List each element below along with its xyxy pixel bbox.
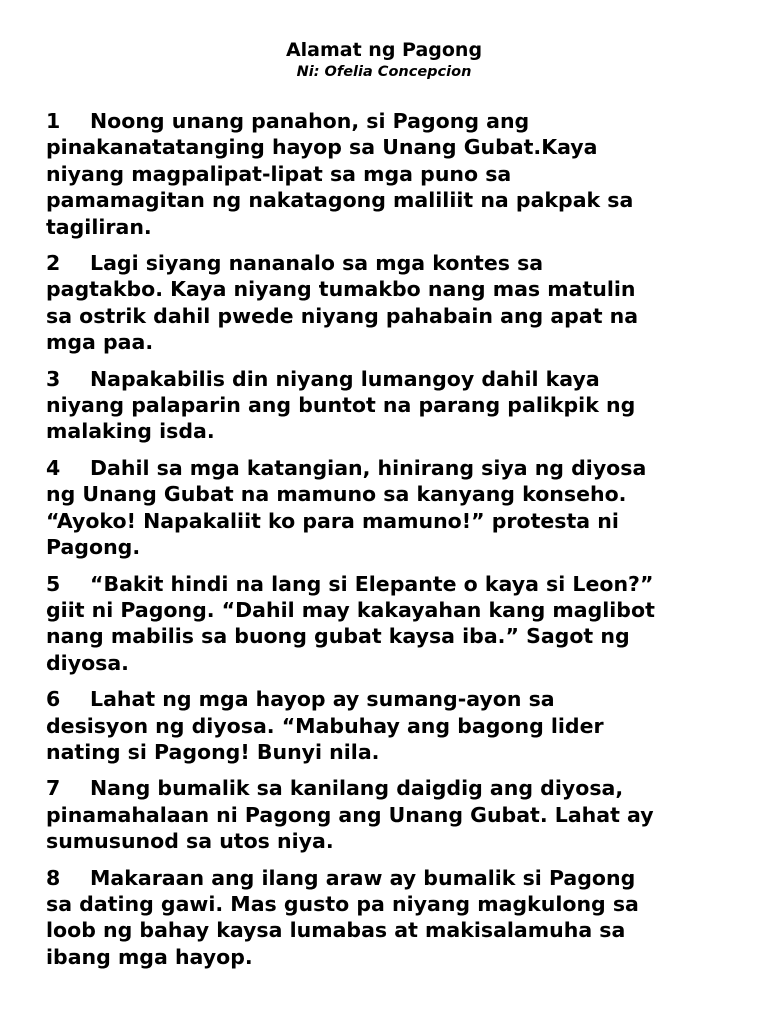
paragraph-2 bbox=[46, 250, 736, 356]
paragraph-line bbox=[46, 276, 736, 302]
paragraph-line-text: Napakabilis din niyang lumangoy dahil kaya bbox=[90, 366, 600, 391]
paragraph-5 bbox=[46, 571, 736, 677]
paragraph-line-text: tagiliran. bbox=[46, 214, 152, 239]
paragraph-3 bbox=[46, 366, 736, 445]
paragraph-line bbox=[46, 828, 736, 854]
paragraph-line bbox=[46, 303, 736, 329]
paragraph-line-text: niyang palaparin ang buntot na parang palikpik ng bbox=[46, 393, 636, 418]
paragraph-line bbox=[46, 650, 736, 676]
paragraph-line-text: loob ng bahay kaysa lumabas at makisalamuha sa bbox=[46, 918, 626, 943]
paragraph-line bbox=[46, 366, 736, 392]
paragraph-line-text: sa ostrik dahil pwede niyang pahabain ang apat na bbox=[46, 303, 639, 328]
paragraph-line bbox=[46, 418, 736, 444]
paragraph-line-text: giit ni Pagong. “Dahil may kakayahan kang maglibot bbox=[46, 597, 655, 622]
document-body bbox=[46, 108, 736, 980]
paragraph-number: 5 bbox=[46, 571, 61, 596]
paragraph-line-text: Nang bumalik sa kanilang daigdig ang diyosa, bbox=[90, 776, 624, 801]
paragraph-line-text: nang mabilis sa buong gubat kaysa iba.” Sagot ng bbox=[46, 624, 630, 649]
paragraph-line bbox=[46, 508, 736, 534]
paragraph-line-text: sumusunod sa utos niya. bbox=[46, 829, 334, 854]
paragraph-line-text: desisyon ng diyosa. “Mabuhay ang bagong lider bbox=[46, 713, 604, 738]
paragraph-line-text: Lahat ng mga hayop ay sumang-ayon sa bbox=[90, 687, 555, 712]
paragraph-line bbox=[46, 455, 736, 481]
paragraph-line bbox=[46, 481, 736, 507]
paragraph-line-text: Lagi siyang nananalo sa mga kontes sa bbox=[90, 251, 544, 276]
paragraph-6 bbox=[46, 686, 736, 765]
paragraph-line bbox=[46, 250, 736, 276]
paragraph-line bbox=[46, 917, 736, 943]
paragraph-line-text: “Bakit hindi na lang si Elepante o kaya si Leon?” bbox=[90, 571, 654, 596]
paragraph-line-text: Dahil sa mga katangian, hinirang siya ng diyosa bbox=[90, 455, 647, 480]
paragraph-line-text: malaking isda. bbox=[46, 419, 215, 444]
document-title: Alamat ng Pagong bbox=[285, 39, 483, 61]
paragraph-line bbox=[46, 739, 736, 765]
paragraph-number: 1 bbox=[46, 109, 61, 133]
paragraph-line bbox=[46, 187, 736, 213]
paragraph-line bbox=[46, 329, 736, 355]
paragraph-line-text: nating si Pagong! Bunyi nila. bbox=[46, 739, 380, 764]
paragraph-line-text: pamamagitan ng nakatagong maliliit na pakpak sa bbox=[46, 188, 634, 213]
document-author: Ni: Ofelia Concepcion bbox=[296, 64, 472, 80]
paragraph-line bbox=[46, 713, 736, 739]
paragraph-line-text: ng Unang Gubat na mamuno sa kanyang konseho. bbox=[46, 482, 627, 507]
paragraph-8 bbox=[46, 865, 736, 971]
paragraph-line-text: pagtakbo. Kaya niyang tumakbo nang mas matulin bbox=[46, 277, 636, 302]
paragraph-line bbox=[46, 686, 736, 712]
paragraph-1 bbox=[46, 108, 736, 240]
paragraph-number: 3 bbox=[46, 366, 61, 391]
paragraph-line-text: diyosa. bbox=[46, 650, 129, 675]
paragraph-line-text: Makaraan ang ilang araw ay bumalik si Pagong bbox=[90, 865, 636, 890]
paragraph-line bbox=[46, 161, 736, 187]
paragraph-line bbox=[46, 134, 736, 160]
paragraph-line bbox=[46, 571, 736, 597]
paragraph-line bbox=[46, 775, 736, 801]
paragraph-line bbox=[46, 623, 736, 649]
paragraph-line bbox=[46, 597, 736, 623]
paragraph-line bbox=[46, 214, 736, 240]
paragraph-line-text: ibang mga hayop. bbox=[46, 944, 253, 969]
paragraph-number: 4 bbox=[46, 455, 61, 480]
paragraph-line-text: Pagong. bbox=[46, 535, 141, 560]
paragraph-line bbox=[46, 108, 736, 134]
paragraph-number: 6 bbox=[46, 687, 61, 712]
paragraph-line bbox=[46, 534, 736, 560]
paragraph-line bbox=[46, 865, 736, 891]
paragraph-line bbox=[46, 802, 736, 828]
paragraph-line-text: niyang magpalipat-lipat sa mga puno sa bbox=[46, 161, 512, 186]
paragraph-line-text: mga paa. bbox=[46, 330, 154, 355]
paragraph-line-text: Noong unang panahon, si Pagong ang bbox=[90, 109, 530, 133]
paragraph-line-text: pinakanatatanging hayop sa Unang Gubat.Kaya bbox=[46, 135, 598, 160]
paragraph-4 bbox=[46, 455, 736, 561]
paragraph-7 bbox=[46, 775, 736, 854]
paragraph-number: 2 bbox=[46, 251, 61, 276]
paragraph-line-text: pinamahalaan ni Pagong ang Unang Gubat. Lahat ay bbox=[46, 802, 654, 827]
paragraph-line-text: “Ayoko! Napakaliit ko para mamuno!” protesta ni bbox=[46, 508, 619, 533]
paragraph-line bbox=[46, 944, 736, 970]
paragraph-number: 7 bbox=[46, 776, 61, 801]
paragraph-line-text: sa dating gawi. Mas gusto pa niyang magkulong sa bbox=[46, 891, 639, 916]
paragraph-number: 8 bbox=[46, 865, 61, 890]
paragraph-line bbox=[46, 891, 736, 917]
paragraph-line bbox=[46, 392, 736, 418]
